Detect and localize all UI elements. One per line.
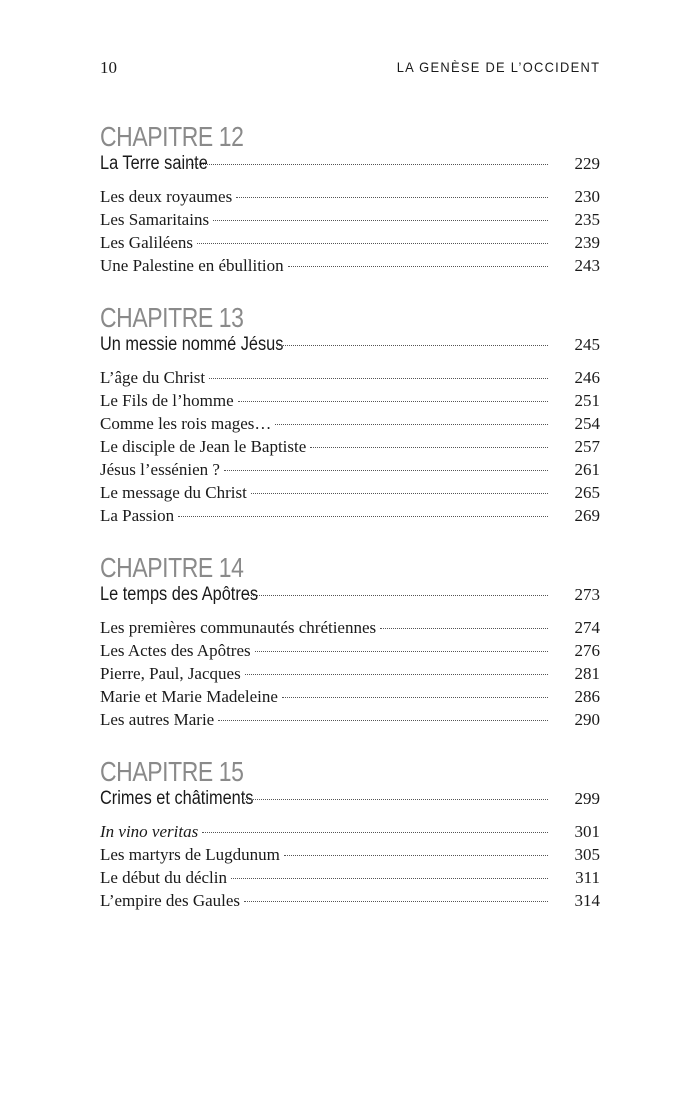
dot-leader [209,378,548,379]
page-ref: 246 [574,368,600,387]
page-ref: 229 [574,154,600,173]
page-ref: 281 [574,664,600,683]
page-ref: 245 [574,335,600,354]
chapter-title-entry[interactable] [100,583,600,606]
chapter-15 [100,757,600,912]
section-title: Le Fils de l’homme [100,391,234,410]
chapter-title: Un messie nommé Jésus [100,334,284,355]
chapter-title: Crimes et châtiments [100,788,254,809]
section-title: Les deux royaumes [100,187,233,206]
toc-entry[interactable] [100,389,600,412]
dot-leader [224,470,548,471]
section-title: Les Samaritains [100,210,210,229]
section-title: Jésus l’essénien ? [100,460,220,479]
toc-entry[interactable] [100,866,600,889]
chapter-12 [100,122,600,277]
toc-entry[interactable] [100,820,600,843]
dot-leader [284,855,548,856]
dot-leader [310,447,548,448]
toc-entry[interactable] [100,254,600,277]
dot-leader [213,220,548,221]
section-title: Les Galiléens [100,233,193,252]
dot-leader [178,516,548,517]
toc-entry[interactable] [100,639,600,662]
dot-leader [275,424,548,425]
page-ref: 243 [574,256,600,275]
section-title: In vino veritas [100,822,199,841]
section-title: Une Palestine en ébullition [100,256,284,275]
page-ref: 290 [574,710,600,729]
dot-leader [197,243,548,244]
dot-leader [248,595,548,596]
page-ref: 305 [574,845,600,864]
section-title: La Passion [100,506,175,525]
chapter-label: CHAPITRE 14 [100,552,244,583]
section-title: Marie et Marie Madeleine [100,687,278,706]
chapter-label: CHAPITRE 15 [100,756,244,787]
section-title: Le message du Christ [100,483,247,502]
chapter-title: Le temps des Apôtres [100,584,259,605]
section-title: L’âge du Christ [100,368,206,387]
dot-leader [255,651,548,652]
section-title: Les premières communautés chrétiennes [100,618,377,637]
page-ref: 257 [574,437,600,456]
toc-entry[interactable] [100,889,600,912]
toc-entry[interactable] [100,481,600,504]
page-ref: 314 [574,891,600,910]
toc-entry[interactable] [100,231,600,254]
toc-entry[interactable] [100,685,600,708]
chapter-label: CHAPITRE 12 [100,121,244,152]
section-title: Comme les rois mages… [100,414,272,433]
page-ref: 254 [574,414,600,433]
chapter-title-entry[interactable] [100,152,600,175]
section-title: Le disciple de Jean le Baptiste [100,437,307,456]
section-title: Le début du déclin [100,868,227,887]
page-ref: 251 [574,391,600,410]
page-ref: 235 [574,210,600,229]
dot-leader [202,832,548,833]
dot-leader [231,878,548,879]
chapter-title-entry[interactable] [100,787,600,810]
toc-entry[interactable] [100,504,600,527]
page-ref: 239 [574,233,600,252]
dot-leader [245,674,548,675]
section-title: L’empire des Gaules [100,891,241,910]
dot-leader [380,628,548,629]
dot-leader [251,493,548,494]
page-ref: 301 [574,822,600,841]
toc-entry[interactable] [100,185,600,208]
chapter-label: CHAPITRE 13 [100,302,244,333]
dot-leader [244,901,548,902]
dot-leader [282,697,548,698]
page-ref: 265 [574,483,600,502]
dot-leader [242,799,548,800]
toc-entry[interactable] [100,458,600,481]
page-ref: 311 [575,868,600,887]
chapter-title: La Terre sainte [100,153,208,174]
section-title: Les Actes des Apôtres [100,641,251,660]
toc-entry[interactable] [100,616,600,639]
page-number: 10 [100,58,117,77]
toc-entry[interactable] [100,208,600,231]
section-title: Pierre, Paul, Jacques [100,664,241,683]
toc-entry[interactable] [100,843,600,866]
toc-entry[interactable] [100,435,600,458]
page-ref: 299 [574,789,600,808]
dot-leader [288,266,548,267]
page-ref: 230 [574,187,600,206]
page-header [100,58,600,80]
chapter-14 [100,553,600,731]
toc-entry[interactable] [100,662,600,685]
chapter-13 [100,303,600,527]
page-ref: 286 [574,687,600,706]
dot-leader [236,197,548,198]
section-title: Les martyrs de Lugdunum [100,845,280,864]
page-ref: 273 [574,585,600,604]
page-ref: 261 [574,460,600,479]
page-ref: 269 [574,506,600,525]
dot-leader [189,164,548,165]
toc-entry[interactable] [100,366,600,389]
chapter-title-entry[interactable] [100,333,600,356]
running-title: LA GENÈSE DE L’OCCIDENT [396,59,600,75]
toc-entry[interactable] [100,412,600,435]
table-of-contents [100,122,600,938]
page-ref: 276 [574,641,600,660]
page-ref: 274 [574,618,600,637]
toc-entry[interactable] [100,708,600,731]
dot-leader [238,401,548,402]
dot-leader [277,345,548,346]
section-title: Les autres Marie [100,710,215,729]
dot-leader [218,720,548,721]
